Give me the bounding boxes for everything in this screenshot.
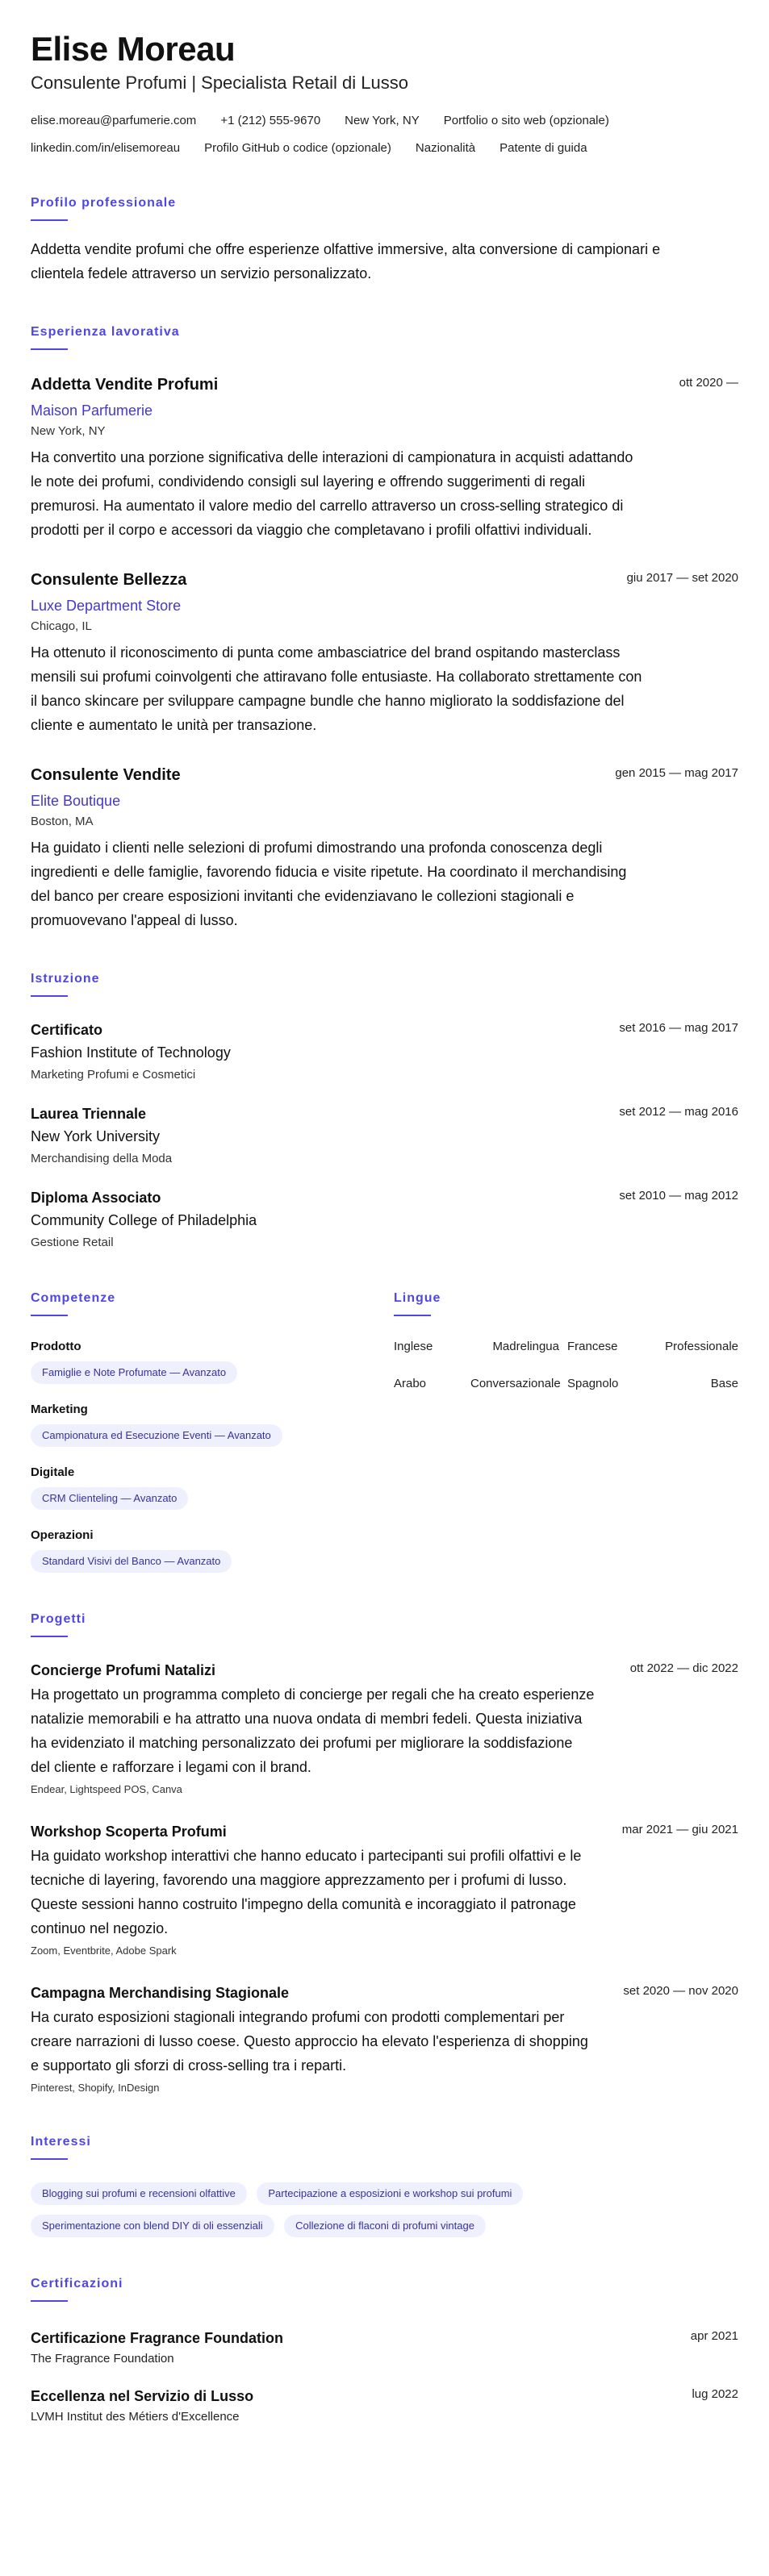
project-description: Ha curato esposizioni stagionali integrando profumi con prodotti complementari per creare narrazioni di lusso coese. Questo approccio ha elevato l'esperienza di shopping e supportato gli sforzi di cross-selling tra i reparti. (31, 2009, 588, 2074)
contact-phone[interactable]: +1 (212) 555-9670 (220, 114, 321, 127)
interest-pill: Partecipazione a esposizioni e workshop sui profumi (257, 2182, 523, 2205)
interests-heading: Interessi (31, 2135, 91, 2149)
skill-group (31, 1528, 394, 1573)
language-name: Arabo (394, 1377, 427, 1390)
language-name: Francese (567, 1340, 618, 1353)
skill-pill: Standard Visivi del Banco — Avanzato (31, 1550, 232, 1573)
language-name: Inglese (394, 1340, 433, 1353)
section-divider (31, 2300, 68, 2302)
job-description: Ha ottenuto il riconoscimento di punta come ambasciatrice del brand ospitando masterclass mensili sui profumi coinvolgenti che attiravano folle entusiaste. Ha collaborato strettamente con il banco skincare per sviluppare campagne bundle che hanno migliorato la soddisfazione del cliente e aumentato le unità per transazione. (31, 644, 642, 733)
certification-entry (31, 2328, 738, 2368)
resume-header (31, 29, 738, 156)
summary-section (31, 195, 738, 286)
education-heading: Istruzione (31, 972, 100, 986)
contact-github[interactable]: Profilo GitHub o codice (opzionale) (204, 141, 391, 155)
skill-category: Operazioni (31, 1528, 94, 1542)
job-dates: gen 2015 — mag 2017 (615, 766, 738, 780)
interests-section (31, 2134, 738, 2237)
project-description: Ha guidato workshop interattivi che hanno educato i partecipanti sui profili olfattivi e le tecniche di layering, favorendo una maggiore apprezzamento per i profumi di lusso. Queste sessioni hanno costruito l'impegno della comunità e incoraggiato il patronage continuo nel negozio. (31, 1848, 582, 1936)
certification-entry (31, 2386, 738, 2426)
experience-entry (31, 765, 738, 932)
languages-section (394, 1290, 738, 1573)
summary-text: Addetta vendite profumi che offre esperienze olfattive immersive, alta conversione di campionari e clientela fedele attraverso un servizio personalizzato. (31, 241, 661, 281)
education-entry (31, 1103, 738, 1168)
edu-school: Community College of Philadelphia (31, 1212, 257, 1228)
section-divider (31, 1636, 68, 1637)
interest-list (31, 2173, 660, 2237)
project-name: Concierge Profumi Natalizi (31, 1662, 216, 1678)
project-description: Ha progettato un programma completo di concierge per regali che ha creato esperienze natalizie memorabili e ha attratto una nuova ondata di membri fedeli. Questa iniziativa ha evidenziato il matching personalizzato dei profumi per migliorare la soddisfazione del cliente e rafforzare i legami con il brand. (31, 1686, 595, 1775)
project-name: Campagna Merchandising Stagionale (31, 1985, 290, 2001)
skills-section (31, 1290, 394, 1573)
edu-school: Fashion Institute of Technology (31, 1044, 231, 1061)
cert-name: Certificazione Fragrance Foundation (31, 2330, 284, 2346)
project-dates: ott 2022 — dic 2022 (629, 1661, 738, 1675)
project-name: Workshop Scoperta Profumi (31, 1824, 227, 1840)
certifications-section (31, 2276, 738, 2426)
contact-portfolio[interactable]: Portfolio o sito web (opzionale) (443, 114, 609, 127)
project-dates: mar 2021 — giu 2021 (621, 1823, 738, 1836)
education-entry (31, 1187, 738, 1252)
project-tools: Endear, Lightspeed POS, Canva (31, 1783, 182, 1795)
contact-email[interactable]: elise.moreau@parfumerie.com (31, 114, 197, 127)
job-role: Addetta Vendite Profumi (31, 376, 219, 394)
cert-issuer: The Fragrance Foundation (31, 2352, 174, 2366)
edu-dates: set 2010 — mag 2012 (619, 1189, 738, 1203)
education-entry (31, 1019, 738, 1084)
job-description: Ha guidato i clienti nelle selezioni di profumi dimostrando una profonda conoscenza degli ingredienti e delle famiglie, favorendo fiducia e visite ripetute. Ha coordinato il merchandising del banco per creare esposizioni invitanti che evidenziavano le collezioni stagionali e promuovevano l'appeal di lusso. (31, 840, 627, 928)
project-entry (31, 1660, 738, 1797)
job-role: Consulente Vendite (31, 766, 181, 784)
project-entry (31, 1821, 738, 1958)
interest-pill: Sperimentazione con blend DIY di oli essenziali (31, 2215, 274, 2237)
cert-date: apr 2021 (690, 2329, 738, 2343)
skills-languages-row (31, 1290, 738, 1573)
summary-heading: Profilo professionale (31, 196, 177, 210)
cert-date: lug 2022 (692, 2387, 738, 2401)
section-divider (31, 995, 68, 997)
contact-nationality: Nazionalità (415, 141, 476, 155)
job-company: Luxe Department Store (31, 598, 182, 614)
edu-field: Merchandising della Moda (31, 1152, 173, 1165)
cert-issuer: LVMH Institut des Métiers d'Excellence (31, 2410, 240, 2424)
job-description: Ha convertito una porzione significativa delle interazioni di campionatura in acquisti adattando le note dei profumi, condividendo consigli sul layering e offrendo suggerimenti di regali premurosi. Ha aumentato il valore medio del carrello attraverso un cross-selling strategico di prodotti per il corpo e accessori da viaggio che completavano i profili olfattivi individuali. (31, 449, 633, 538)
education-section (31, 971, 738, 1252)
projects-heading: Progetti (31, 1612, 86, 1626)
edu-dates: set 2012 — mag 2016 (619, 1105, 738, 1119)
languages-heading: Lingue (394, 1291, 441, 1305)
skill-category: Prodotto (31, 1340, 81, 1353)
edu-field: Gestione Retail (31, 1236, 114, 1249)
language-list (394, 1339, 738, 1392)
section-divider (31, 219, 68, 221)
skill-pill: Campionatura ed Esecuzione Eventi — Avanzato (31, 1424, 282, 1447)
job-dates: ott 2020 — (679, 376, 738, 390)
language-level: Conversazionale (470, 1377, 561, 1390)
experience-entry (31, 569, 738, 737)
projects-section (31, 1611, 738, 2095)
edu-dates: set 2016 — mag 2017 (619, 1021, 738, 1035)
contact-linkedin[interactable]: linkedin.com/in/elisemoreau (31, 141, 181, 155)
contact-list (31, 113, 725, 156)
candidate-headline: Consulente Profumi | Specialista Retail di Lusso (31, 73, 408, 93)
job-company: Maison Parfumerie (31, 402, 153, 419)
job-location: Chicago, IL (31, 619, 92, 633)
project-tools: Pinterest, Shopify, InDesign (31, 2082, 160, 2094)
cert-name: Eccellenza nel Servizio di Lusso (31, 2388, 254, 2404)
skills-heading: Competenze (31, 1291, 116, 1305)
edu-degree: Laurea Triennale (31, 1106, 147, 1122)
project-tools: Zoom, Eventbrite, Adobe Spark (31, 1945, 177, 1957)
skill-group (31, 1339, 394, 1384)
edu-degree: Certificato (31, 1022, 103, 1038)
skill-group (31, 1402, 394, 1447)
interest-pill: Blogging sui profumi e recensioni olfattive (31, 2182, 247, 2205)
section-divider (31, 2158, 68, 2160)
job-location: Boston, MA (31, 815, 94, 828)
language-level: Professionale (665, 1340, 738, 1353)
contact-location: New York, NY (345, 114, 420, 127)
skill-pill: Famiglie e Note Profumate — Avanzato (31, 1361, 237, 1384)
experience-heading: Esperienza lavorativa (31, 325, 180, 339)
interest-pill: Collezione di flaconi di profumi vintage (284, 2215, 486, 2237)
language-level: Base (710, 1377, 738, 1390)
project-dates: set 2020 — nov 2020 (623, 1984, 738, 1998)
edu-degree: Diploma Associato (31, 1190, 161, 1206)
job-dates: giu 2017 — set 2020 (626, 571, 738, 585)
language-name: Spagnolo (567, 1377, 619, 1390)
job-role: Consulente Bellezza (31, 571, 187, 589)
language-level: Madrelingua (492, 1340, 559, 1353)
project-entry (31, 1982, 738, 2095)
job-company: Elite Boutique (31, 793, 121, 809)
skill-group (31, 1465, 394, 1510)
experience-entry (31, 374, 738, 542)
certifications-heading: Certificazioni (31, 2277, 123, 2290)
edu-school: New York University (31, 1128, 161, 1144)
section-divider (31, 1315, 68, 1316)
candidate-name: Elise Moreau (31, 30, 236, 68)
skill-pill: CRM Clienteling — Avanzato (31, 1487, 188, 1510)
skill-category: Marketing (31, 1403, 88, 1416)
experience-section (31, 324, 738, 932)
contact-driving-license: Patente di guida (499, 141, 587, 155)
job-location: New York, NY (31, 424, 106, 438)
skill-category: Digitale (31, 1465, 75, 1479)
section-divider (31, 348, 68, 350)
section-divider (394, 1315, 431, 1316)
edu-field: Marketing Profumi e Cosmetici (31, 1068, 196, 1082)
